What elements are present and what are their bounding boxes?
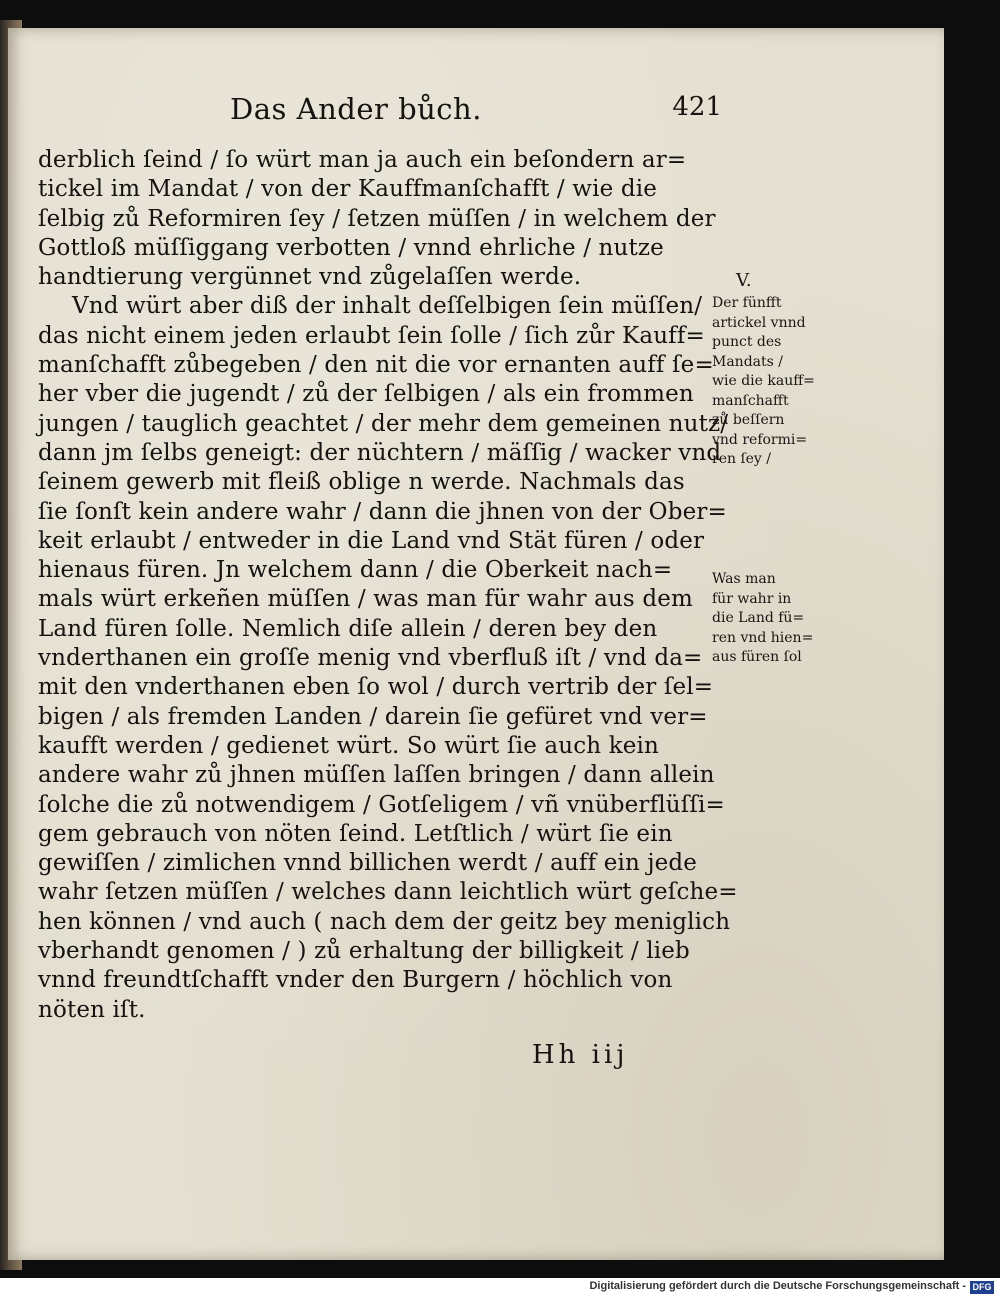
text-line: bigen / als fremden Landen / darein ſie gefüret vnd ver= (38, 703, 708, 730)
running-head: Das Ander bůch. (230, 92, 482, 126)
margin-note-number: V. (736, 270, 752, 291)
margin-note-line: manſchafft (712, 392, 789, 409)
text-line: vnnd freundtſchafft vnder den Burgern / höchlich von (38, 967, 673, 994)
text-line: dann jm ſelbs geneigt: der nüchtern / mäſſig / wacker vnd (38, 439, 722, 466)
text-line: handtierung vergünnet vnd zůgelaſſen werde. (38, 264, 582, 291)
text-line: mit den vnderthanen eben ſo wol / durch vertrib der ſel= (38, 674, 714, 701)
text-line: das nicht einem jeden erlaubt ſein ſolle / ſich zůr Kauff= (38, 322, 705, 349)
text-line: gewiſſen / zimlichen vnnd billichen werdt / auff ein jede (38, 850, 698, 877)
margin-note-line: wie die kauff= (712, 373, 815, 389)
printer-signature-mark: Hh iij (532, 1040, 629, 1070)
margin-note-line: zů beſſern (712, 412, 785, 428)
text-line: ſeinem gewerb mit fleiß oblige n werde. Nachmals das (38, 469, 685, 496)
text-line: manſchafft zůbegeben / den nit die vor ernanten auff ſe= (38, 352, 714, 379)
text-line: andere wahr zů jhnen müſſen laſſen bringen / dann allein (38, 762, 715, 789)
margin-note-line: ren vnd hien= (712, 629, 814, 646)
funding-credit: Digitalisierung gefördert durch die Deutsche Forschungsgemeinschaft - (589, 1280, 966, 1292)
margin-note-fifth-article (712, 268, 832, 470)
text-line: nöten iſt. (38, 996, 146, 1023)
margin-note-line: Mandats / (712, 353, 783, 370)
text-line: gem gebrauch von nöten ſeind. Letſtlich / würt ſie ein (38, 820, 673, 847)
text-line: vnderthanen ein groſſe menig vnd vberfluß iſt / vnd da= (38, 645, 703, 672)
text-line: keit erlaubt / entweder in die Land vnd Stät füren / oder (38, 527, 705, 554)
text-line: vberhandt genomen / ) zů erhaltung der billigkeit / lieb (38, 938, 690, 965)
margin-note-line: vnd reformi= (712, 431, 808, 448)
margin-note-line: ren ſey / (712, 451, 771, 467)
page-header (230, 92, 730, 132)
margin-note-line: punct des (712, 334, 782, 350)
text-line: jungen / tauglich geachtet / der mehr dem gemeinen nutz/ (38, 410, 729, 437)
text-line: tickel im Mandat / von der Kauffmanſchafft / wie die (38, 176, 657, 203)
text-line: kaufft werden / gedienet würt. So würt ſie auch kein (38, 732, 660, 759)
text-line: her vber die jugendt / zů der ſelbigen / als ein frommen (38, 381, 694, 408)
text-line: wahr ſetzen müſſen / welches dann leichtlich würt geſche= (38, 879, 738, 906)
margin-note-exported-goods (712, 570, 832, 668)
text-line: derblich ſeind / ſo würt man ja auch ein beſondern ar= (38, 147, 687, 173)
margin-note-line: Der fünfft (712, 295, 782, 311)
margin-note-line: aus füren ſol (712, 649, 802, 665)
text-line: hienaus füren. Jn welchem dann / die Oberkeit nach= (38, 557, 673, 584)
page-number: 421 (672, 92, 722, 122)
text-line: ſolche die zů notwendigem / Gotſeligem / vñ vnüberflüſſi= (38, 791, 725, 818)
text-line: hen können / vnd auch ( nach dem der geitz bey meniglich (38, 908, 731, 935)
margin-note-line: für wahr in (712, 590, 792, 607)
text-line: mals würt erkeñen müſſen / was man für wahr aus dem (38, 586, 693, 613)
margin-note-line: artickel vnnd (712, 314, 806, 331)
text-line: Land füren ſolle. Nemlich diſe allein / deren bey den (38, 615, 658, 642)
text-line: Gottloß müſſiggang verbotten / vnnd ehrliche / nutze (38, 234, 664, 261)
text-line: Vnd würt aber diß der inhalt deſſelbigen ſein müſſen/ (72, 293, 703, 320)
text-line: ſie ſonſt kein andere wahr / dann die jhnen von der Ober= (38, 498, 727, 525)
main-text-block (38, 146, 738, 1025)
digitization-footer (0, 1278, 1000, 1298)
margin-note-line: Was man (712, 571, 776, 587)
text-line: ſelbig zů Reformiren ſey / ſetzen müſſen / in welchem der (38, 205, 716, 232)
margin-note-line: die Land fü= (712, 610, 805, 626)
dfg-logo-icon: DFG (970, 1281, 994, 1294)
